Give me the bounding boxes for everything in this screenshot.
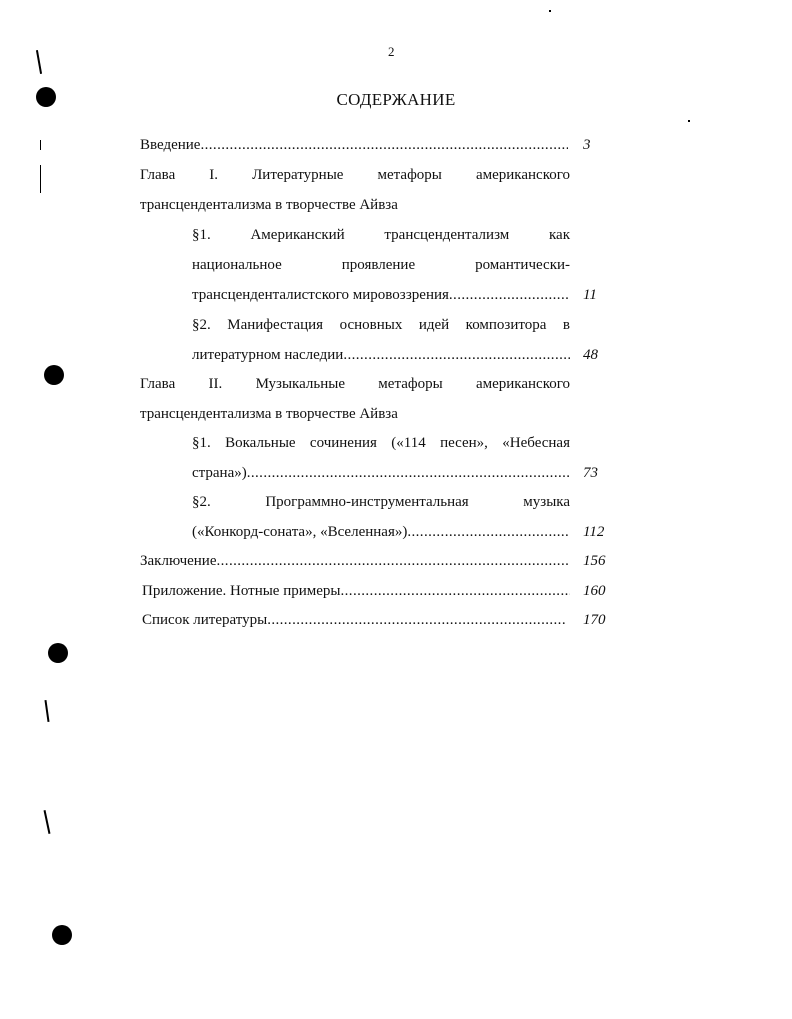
- scan-mark: [40, 140, 41, 150]
- toc-section-1-2-line2[interactable]: [192, 345, 570, 365]
- toc-section-2-2-line2[interactable]: [192, 522, 570, 542]
- toc-label: страна»): [192, 465, 247, 481]
- punch-hole: [36, 87, 56, 107]
- scan-mark: [40, 165, 41, 193]
- punch-hole: [52, 925, 72, 945]
- toc-section-2-1-line2[interactable]: [192, 463, 570, 483]
- toc-label: Введение: [140, 137, 201, 153]
- dot-leader: [200, 135, 568, 155]
- toc-section-2-2-line1[interactable]: §2. Программно-инструментальная музыка: [192, 494, 570, 510]
- toc-page-number: 73: [583, 465, 598, 481]
- toc-label: Приложение. Нотные примеры: [142, 583, 341, 599]
- toc-label: Список литературы: [142, 612, 268, 628]
- toc-page-number: 156: [583, 553, 606, 569]
- toc-section-1-1-line3[interactable]: [192, 285, 570, 305]
- toc-page-number: 160: [583, 583, 606, 599]
- dot-leader: [267, 610, 566, 630]
- dot-leader: [407, 522, 570, 542]
- toc-section-1-2-line1[interactable]: §2. Манифестация основных идей композитора в: [192, 317, 570, 333]
- punch-hole: [44, 365, 64, 385]
- toc-chapter-1-line2[interactable]: трансцендентализма в творчестве Айвза: [140, 197, 398, 213]
- toc-entry-conclusion[interactable]: [140, 551, 570, 571]
- toc-chapter-2-line1[interactable]: Глава II. Музыкальные метафоры американского: [140, 376, 570, 392]
- toc-entry-bibliography[interactable]: [142, 610, 566, 630]
- toc-page-number: 3: [583, 137, 591, 153]
- toc-section-2-1-line1[interactable]: §1. Вокальные сочинения («114 песен», «Небесная: [192, 435, 570, 451]
- page-title: СОДЕРЖАНИЕ: [336, 90, 456, 109]
- dot-leader: [449, 285, 570, 305]
- toc-chapter-1-line1[interactable]: Глава I. Литературные метафоры американского: [140, 167, 570, 183]
- toc-page-number: 48: [583, 347, 598, 363]
- toc-label: трансценденталистского мировоззрения: [192, 287, 449, 303]
- toc-label: Заключение: [140, 553, 217, 569]
- scan-mark: [549, 10, 551, 12]
- toc-page-number: 11: [583, 287, 597, 303]
- toc-entry-intro[interactable]: [140, 135, 568, 155]
- toc-label: литературном наследии: [192, 347, 344, 363]
- toc-section-1-1-line2[interactable]: национальное проявление романтически-: [192, 257, 570, 273]
- toc-chapter-2-line2[interactable]: трансцендентализма в творчестве Айвза: [140, 406, 398, 422]
- scan-mark: [688, 120, 690, 122]
- punch-hole: [48, 643, 68, 663]
- toc-label: («Конкорд-соната», «Вселенная»): [192, 524, 408, 540]
- dot-leader: [217, 551, 571, 571]
- toc-section-1-1-line1[interactable]: §1. Американский трансцендентализм как: [192, 227, 570, 243]
- dot-leader: [341, 581, 571, 601]
- scan-mark: [36, 50, 42, 74]
- dot-leader: [247, 463, 570, 483]
- toc-page-number: 170: [583, 612, 606, 628]
- scan-mark: [44, 700, 49, 722]
- toc-page-number: 112: [583, 524, 605, 540]
- toc-entry-appendix[interactable]: [142, 581, 570, 601]
- page-number: 2: [388, 44, 395, 59]
- dot-leader: [343, 345, 570, 365]
- scan-mark: [44, 810, 51, 834]
